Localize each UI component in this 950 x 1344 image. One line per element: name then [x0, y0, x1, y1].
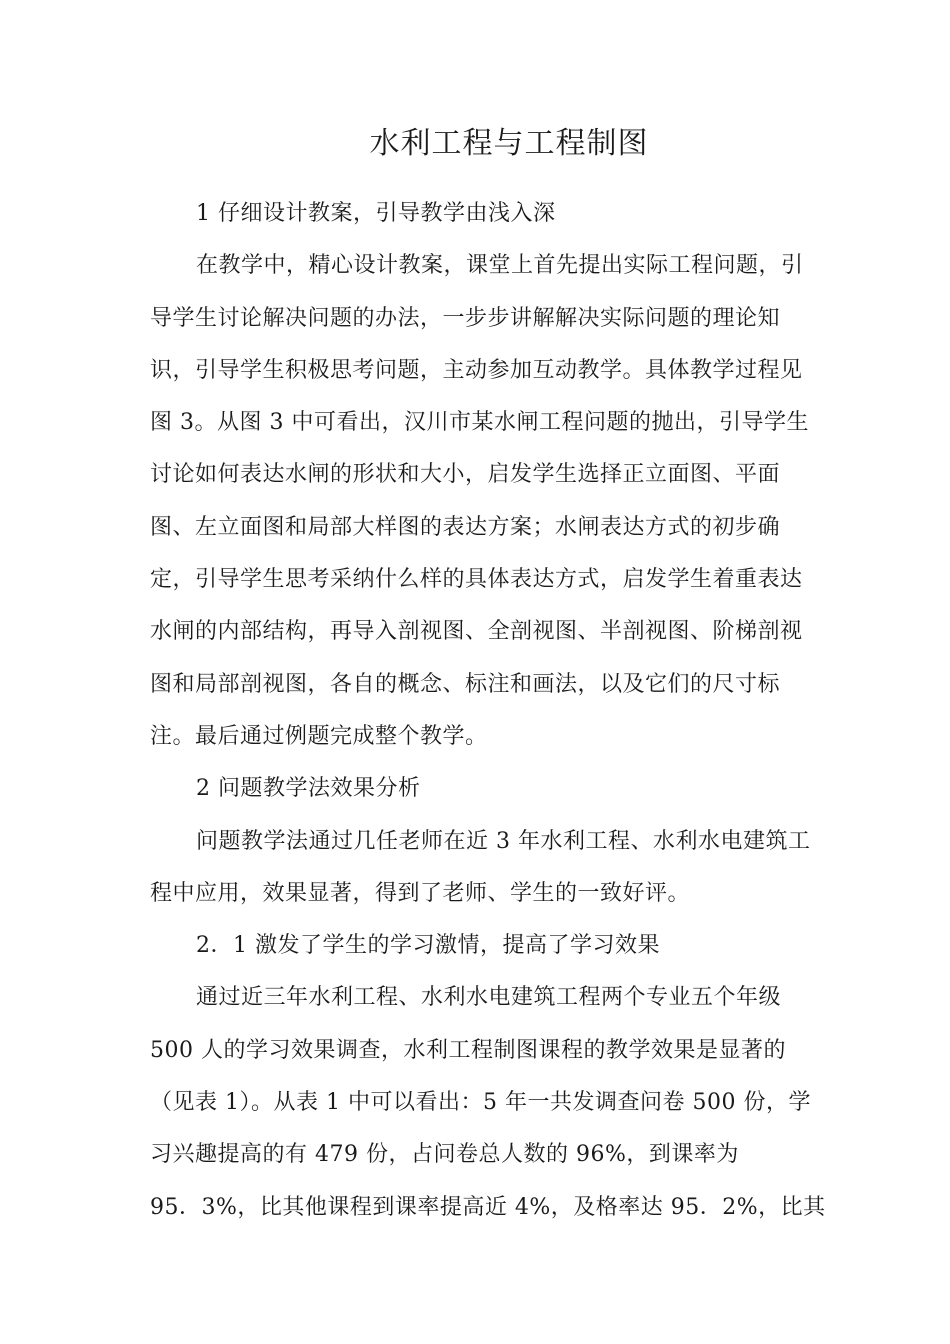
paragraph-line: 注。最后通过例题完成整个教学。 — [150, 723, 488, 749]
paragraph-line: 500 人的学习效果调查，水利工程制图课程的教学效果是显著的 — [150, 1037, 786, 1063]
paragraph-line: 问题教学法通过几任老师在近 3 年水利工程、水利水电建筑工 — [196, 828, 811, 854]
paragraph-line: 讨论如何表达水闸的形状和大小，启发学生选择正立面图、平面 — [150, 462, 781, 488]
heading-2: 2 问题教学法效果分析 — [196, 776, 421, 802]
document-title: 水利工程与工程制图 — [369, 126, 649, 161]
paragraph-line: 图 3。从图 3 中可看出，汉川市某水闸工程问题的抛出，引导学生 — [150, 410, 809, 436]
paragraph-line: 水闸的内部结构，再导入剖视图、全剖视图、半剖视图、阶梯剖视 — [150, 619, 803, 645]
paragraph-line: 图和局部剖视图，各自的概念、标注和画法，以及它们的尺寸标 — [150, 671, 781, 697]
paragraph-line: 图、左立面图和局部大样图的表达方案；水闸表达方式的初步确 — [150, 514, 781, 540]
paragraph-line: 在教学中，精心设计教案，课堂上首先提出实际工程问题，引 — [196, 253, 804, 279]
paragraph-line: 通过近三年水利工程、水利水电建筑工程两个专业五个年级 — [196, 985, 782, 1011]
document-body — [150, 188, 826, 1234]
heading-1: 1 仔细设计教案，引导教学由浅入深 — [196, 201, 556, 226]
heading-2-1: 2．1 激发了学生的学习激情，提高了学习效果 — [196, 933, 660, 959]
paragraph-line: 识，引导学生积极思考问题，主动参加互动教学。具体教学过程见 — [150, 357, 803, 383]
paragraph-line: 定，引导学生思考采纳什么样的具体表达方式，启发学生着重表达 — [150, 567, 803, 593]
paragraph-line: 程中应用，效果显著，得到了老师、学生的一致好评。 — [150, 880, 691, 906]
paragraph-line: 习兴趣提高的有 479 份，占问卷总人数的 96%，到课率为 — [150, 1142, 739, 1168]
paragraph-line: 95．3%，比其他课程到课率提高近 4%，及格率达 95．2%，比其 — [150, 1194, 826, 1220]
paragraph-line: 导学生讨论解决问题的办法，一步步讲解解决实际问题的理论知 — [150, 305, 781, 331]
paragraph-line: （见表 1）。从表 1 中可以看出：5 年一共发调查问卷 500 份，学 — [150, 1090, 811, 1116]
